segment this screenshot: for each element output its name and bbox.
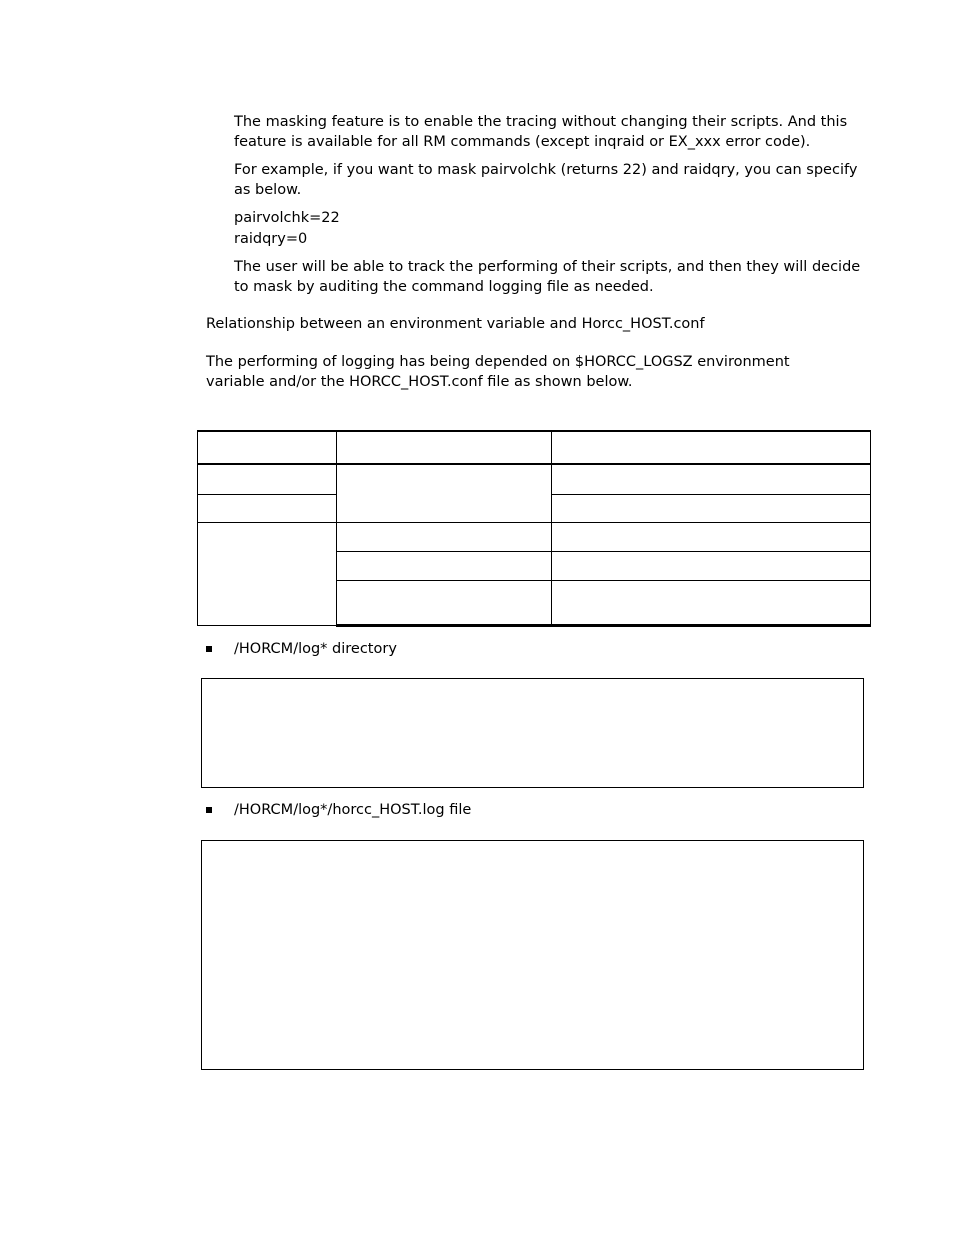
relationship-body-text: The performing of logging has being depended on $HORCC_LOGSZ environment variable and/or the HORCC_HOST.conf file as shown below. [206,354,790,390]
log-file-figure-box [201,840,864,1070]
relationship-body-paragraph [206,352,846,392]
example-line-raidqry: raidqry=0 [234,231,308,247]
tracking-paragraph [234,257,864,297]
table-cell [337,464,552,523]
example-code-block [234,208,864,250]
table-row [198,523,871,552]
relationship-heading [206,314,856,334]
masking-intro-paragraph [234,112,864,152]
example-intro-text: For example, if you want to mask pairvolchk (returns 22) and raidqry, you can specify as below. [234,162,858,198]
table-cell [552,523,871,552]
relationship-heading-text: Relationship between an environment variable and Horcc_HOST.conf [206,316,705,332]
table-cell [337,581,552,626]
table-cell [552,552,871,581]
table-header-cell [198,431,337,464]
table-header-cell [552,431,871,464]
table-cell [198,495,337,523]
table-cell [198,523,337,626]
table-cell [337,523,552,552]
table-cell [198,464,337,495]
table-cell [552,495,871,523]
log-file-bullet: /HORCM/log*/horcc_HOST.log file [234,802,472,818]
log-directory-figure-box [201,678,864,788]
tracking-text: The user will be able to track the performing of their scripts, and then they will decide to mask by auditing the command logging file as needed. [234,259,861,295]
masking-intro-text: The masking feature is to enable the tracing without changing their scripts. And this feature is available for all RM commands (except inqraid or EX_xxx error code). [234,114,848,150]
table-header-cell [337,431,552,464]
bullet-square-icon [206,807,212,813]
table-header-row [198,431,871,464]
environment-variable-table [197,430,871,627]
example-intro-paragraph [234,160,864,200]
table-row [198,464,871,495]
bullet-square-icon [206,646,212,652]
table-cell [552,581,871,626]
log-directory-bullet: /HORCM/log* directory [234,641,397,657]
table-cell [337,552,552,581]
table-cell [552,464,871,495]
example-line-pairvolchk: pairvolchk=22 [234,210,340,226]
